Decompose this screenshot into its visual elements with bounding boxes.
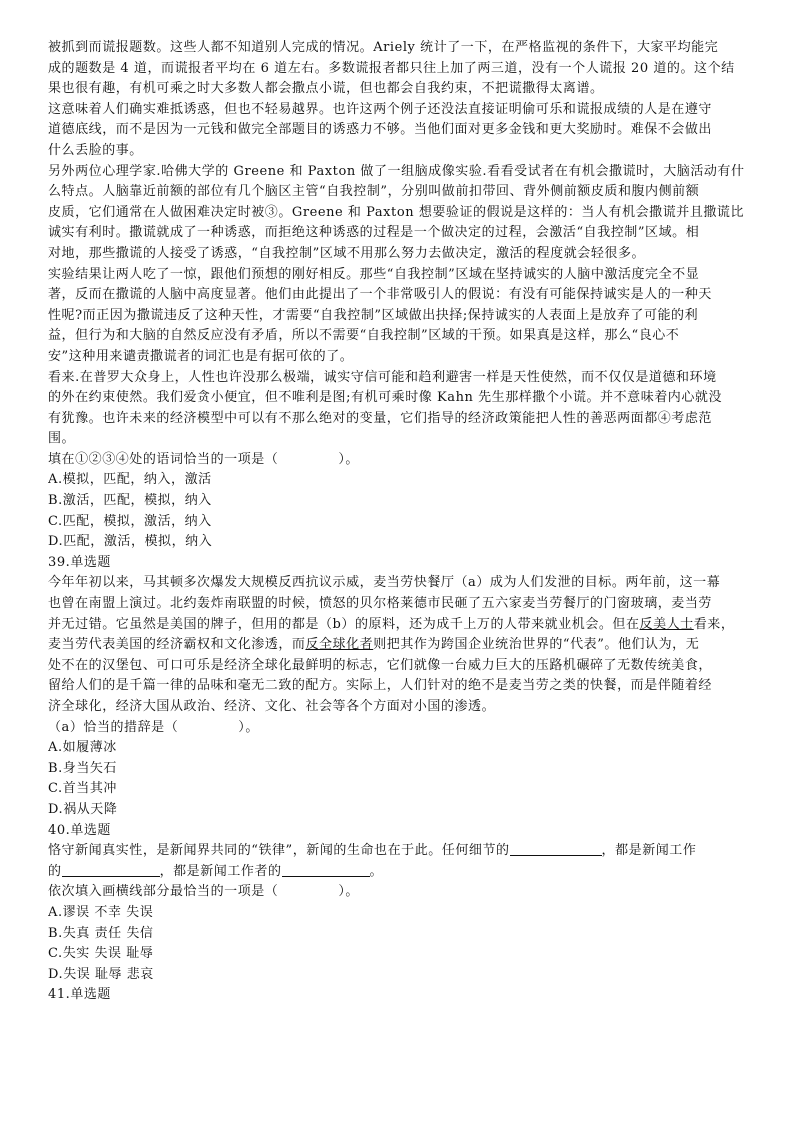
text-span: 恪守新闻真实性，是新闻界共同的“铁律”，新闻的生命也在于此。任何细节的 (48, 843, 510, 859)
fill-blank (282, 862, 370, 877)
text-span: 看来， (693, 616, 735, 632)
question-text-line: 济全球化，经济大国从政治、经济、文化、社会等各个方面对小国的渗透。 (48, 699, 496, 714)
passage-line: 诚实有利时。撒谎就成了一种诱惑，而拒绝这种诱惑的过程是一个做决定的过程，会激活“自我控制”区域。相 (48, 225, 700, 241)
passage-line: 益，但行为和大脑的自然反应没有矛盾，所以不需要“自我控制”区域的干预。如果真是这样，那么“良心不 (48, 328, 680, 344)
option-a[interactable]: A.模拟，匹配，纳入，激活 (48, 472, 212, 488)
passage-line: 性呢?而正因为撒谎违反了这种天性，才需要“自我控制”区域做出抉择;保持诚实的人表面上是放弃了可能的利 (48, 307, 699, 323)
question-41 (48, 985, 754, 1006)
option-a[interactable]: A.如履薄冰 (48, 740, 117, 756)
stem-text: 填在①②③④处的语词恰当的一项是（ (48, 451, 279, 467)
passage-line: 道德底线，而不是因为一元钱和做完全部题目的诱惑力不够。当他们面对更多金钱和更大奖励时。难保不会做出 (48, 122, 712, 138)
option-d[interactable]: D.祸从天降 (48, 801, 118, 817)
document-page (48, 38, 754, 1006)
option-c[interactable]: C.首当其冲 (48, 781, 117, 797)
stem-text: （a）恰当的措辞是（ (48, 719, 179, 735)
question-text-line (48, 841, 754, 862)
question-40 (48, 821, 754, 986)
stem-text: ）。 (338, 451, 359, 467)
passage-line: 么特点。人脑靠近前额的部位有几个脑区主管“自我控制”，分别叫做前扣带回、背外侧前额皮质和腹内侧前额 (48, 184, 700, 200)
passage-end (48, 38, 754, 450)
fill-blank (62, 862, 160, 877)
passage-line: 什么丢脸的事。 (48, 142, 143, 158)
question-header: 39.单选题 (48, 554, 111, 570)
option-c[interactable]: C.匹配，模拟，激活，纳入 (48, 513, 212, 529)
passage-line: 这意味着人们确实难抵诱惑，但也不轻易越界。也许这两个例子还没法直接证明偷可乐和谎报成绩的人是在遵守 (48, 101, 712, 117)
option-b[interactable]: B.身当矢石 (48, 760, 117, 776)
stem-text: 依次填入画横线部分最恰当的一项是（ (48, 884, 279, 900)
question-stem (48, 450, 754, 471)
passage-line: 果也很有趣，有机可乘之时大多数人都会撒点小谎，但也都会自我约束，不把谎撒得太离谱。 (48, 81, 604, 97)
option-d[interactable]: D.失误 耻辱 悲哀 (48, 966, 154, 982)
question-text-line (48, 635, 754, 656)
option-b[interactable]: B.失真 责任 失信 (48, 925, 154, 941)
text-span: 麦当劳代表美国的经济霸权和文化渗透，而 (48, 637, 306, 653)
option-d[interactable]: D.匹配，激活，模拟，纳入 (48, 534, 213, 550)
question-text-line: 处不在的汉堡包、可口可乐是经济全球化最鲜明的标志，它们就像一台威力巨大的压路机碾碎了无数传统美食， (48, 657, 712, 673)
passage-line: 的外在约束使然。我们爱贪小便宜，但不唯利是图;有机可乘时像 Kahn 先生那样撒个小谎。并不意味着内心就没 (48, 390, 723, 406)
option-b[interactable]: B.激活，匹配，模拟，纳入 (48, 493, 212, 509)
question-text-line (48, 862, 754, 883)
text-span: ，都是新闻工作 (601, 843, 697, 859)
text-span: 。 (369, 863, 384, 879)
question-39 (48, 553, 754, 821)
question-stem (48, 882, 754, 903)
question-text-line: 留给人们的是千篇一律的品味和毫无二致的配方。实际上，人们针对的绝不是麦当劳之类的快餐，而是伴随着经 (48, 678, 712, 694)
question-text-line: 今年年初以来，马其顿多次爆发大规模反西抗议示威，麦当劳快餐厅（a）成为人们发泄的目标。两年前，这一幕 (48, 575, 721, 591)
passage-line: 成的题数是 4 道，而谎报者平均在 6 道左右。多数谎报者都只往上加了两三道，没有一个人谎报 20 道的。这个结 (48, 60, 735, 76)
passage-line: 对地，那些撒谎的人接受了诱惑，“自我控制”区域不用那么努力去做决定，激活的程度就会轻很多。 (48, 245, 646, 261)
text-span: 并无过错。它虽然是美国的牌子，但用的都是（b）的原料，还为成千上万的人带来就业机会。但在 (48, 616, 640, 632)
passage-line: 有犹豫。也许未来的经济模型中可以有不那么绝对的变量，它们指导的经济政策能把人性的善恶两面都④考虑范 (48, 410, 712, 426)
stem-text: ）。 (338, 884, 359, 900)
passage-line: 围。 (48, 431, 76, 447)
option-c[interactable]: C.失实 失误 耻辱 (48, 946, 154, 962)
passage-line: 另外两位心理学家.哈佛大学的 Greene 和 Paxton 做了一组脑成像实验.看看受试者在有机会撒谎时，大脑活动有什 (48, 163, 745, 179)
passage-line: 著，反而在撒谎的人脑中高度显著。他们由此提出了一个非常吸引人的假说：有没有可能保持诚实是人的一种天 (48, 287, 712, 303)
option-a[interactable]: A.谬误 不幸 失误 (48, 904, 154, 920)
passage-line: 看来.在普罗大众身上，人性也许没那么极端，诚实守信可能和趋利避害一样是天性使然，而不仅仅是道德和环境 (48, 369, 717, 385)
passage-line: 被抓到而谎报题数。这些人都不知道别人完成的情况。Ariely 统计了一下，在严格监视的条件下，大家平均能完 (48, 40, 719, 55)
stem-text: ）。 (238, 719, 259, 735)
question-text-line (48, 615, 754, 636)
text-span: ，都是新闻工作者的 (159, 863, 282, 879)
text-span: 的 (48, 863, 62, 879)
question-header: 41.单选题 (48, 987, 111, 1003)
text-span: 则把其作为跨国企业统治世界的“代表”。他们认为，无 (373, 637, 700, 653)
passage-line: 实验结果让两人吃了一惊，跟他们预想的刚好相反。那些“自我控制”区域在坚持诚实的人脑中激活度完全不显 (48, 266, 700, 282)
fill-blank (510, 841, 602, 856)
passage-line: 皮质，它们通常在人做困难决定时被③。Greene 和 Paxton 想要验证的假说是这样的：当人有机会撒谎并且撒谎比 (48, 204, 745, 220)
question-text-line: 也曾在南盟上演过。北约轰炸南联盟的时候，愤怒的贝尔格莱德市民砸了五六家麦当劳餐厅的门窗玻璃，麦当劳 (48, 596, 712, 612)
question-38 (48, 450, 754, 553)
underlined-term: 反美人士 (639, 616, 694, 632)
underlined-term: 反全球化者 (305, 637, 374, 653)
passage-line: 安”这种用来谴责撒谎者的词汇也是有据可依的了。 (48, 348, 354, 364)
question-header: 40.单选题 (48, 822, 111, 838)
question-stem (48, 718, 754, 739)
